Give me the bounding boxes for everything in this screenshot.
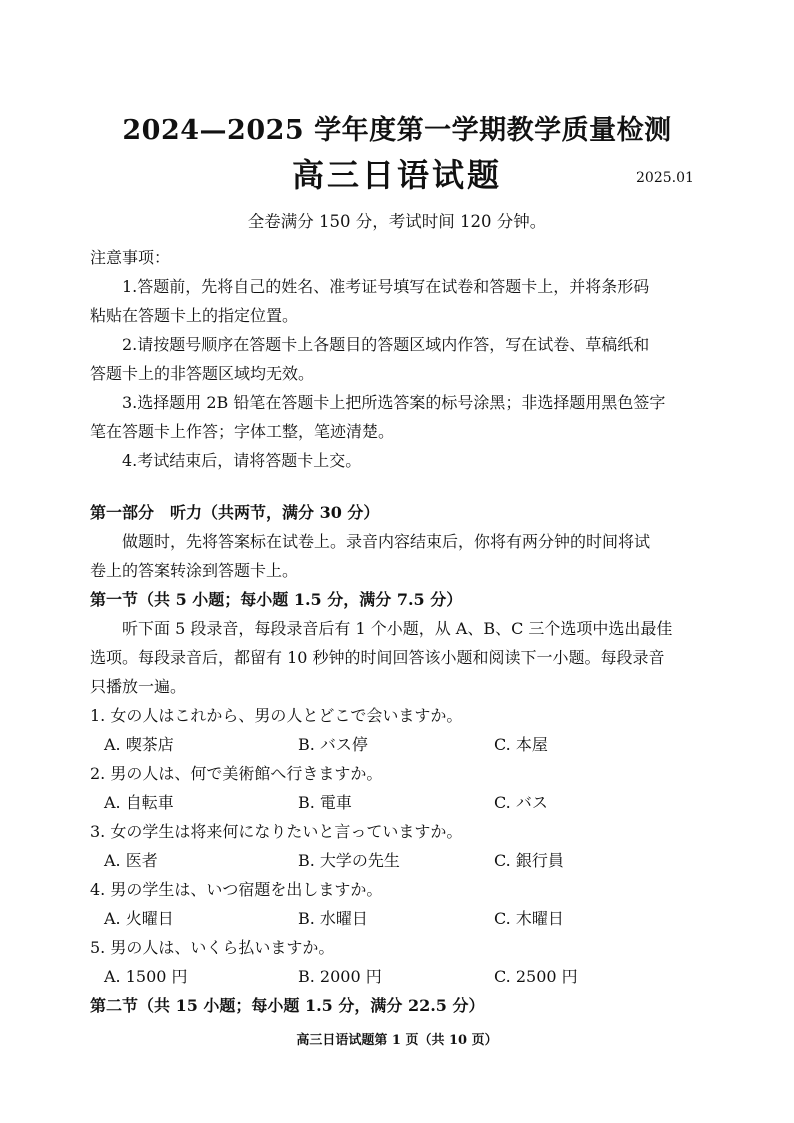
exam-date: 2025.01	[636, 170, 694, 186]
question-3-option-c: C. 銀行員	[494, 851, 564, 870]
question-5-option-a: A. 1500 円	[104, 967, 188, 986]
section1-intro-line-1: 听下面 5 段录音，每段录音后有 1 个小题，从 A、B、C 三个选项中选出最佳	[122, 619, 673, 638]
question-2-option-a: A. 自転車	[104, 793, 174, 812]
note-1-line-1: 1.答题前，先将自己的姓名、准考证号填写在试卷和答题卡上，并将条形码	[122, 277, 650, 296]
question-1-option-c: C. 本屋	[494, 735, 548, 754]
section1-intro-line-2: 选项。每段录音后，都留有 10 秒钟的时间回答该小题和阅读下一小题。每段录音	[90, 648, 665, 667]
note-3-line-2: 笔在答题卡上作答；字体工整，笔迹清楚。	[90, 422, 395, 441]
question-4-options	[90, 904, 700, 933]
question-3-option-a: A. 医者	[104, 851, 158, 870]
question-4: 4. 男の学生は、いつ宿題を出しますか。	[90, 880, 383, 899]
section1-intro-line-3: 只播放一遍。	[90, 677, 187, 696]
question-3-options	[90, 846, 700, 875]
question-1-option-a: A. 喫茶店	[104, 735, 174, 754]
question-5-option-b: B. 2000 円	[298, 967, 382, 986]
part1-section	[90, 498, 700, 1020]
section2-heading: 第二节（共 15 小题；每小题 1.5 分，满分 22.5 分）	[90, 996, 485, 1015]
exam-score-time: 全卷满分 150 分，考试时间 120 分钟。	[247, 212, 547, 231]
note-2-line-2: 答题卡上的非答题区域均无效。	[90, 364, 315, 383]
page-footer: 高三日语试题第 1 页（共 10 页）	[296, 1033, 498, 1048]
question-5-options	[90, 962, 700, 991]
question-5-option-c: C. 2500 円	[494, 967, 578, 986]
question-5: 5. 男の人は、いくら払いますか。	[90, 938, 335, 957]
question-2-option-c: C. バス	[494, 793, 548, 812]
question-3: 3. 女の学生は将来何になりたいと言っていますか。	[90, 822, 463, 841]
notes-section	[90, 243, 700, 475]
question-2-option-b: B. 電車	[298, 793, 352, 812]
part1-intro-line-1: 做题时，先将答案标在试卷上。录音内容结束后，你将有两分钟的时间将试	[122, 532, 651, 551]
question-4-option-c: C. 木曜日	[494, 909, 564, 928]
question-2: 2. 男の人は、何で美術館へ行きますか。	[90, 764, 383, 783]
exam-title: 2024—2025 学年度第一学期教学质量检测	[122, 115, 672, 146]
note-2-line-1: 2.请按题号顺序在答题卡上各题目的答题区域内作答，写在试卷、草稿纸和	[122, 335, 650, 354]
question-1-option-b: B. バス停	[298, 735, 368, 754]
notes-heading: 注意事项：	[90, 248, 171, 267]
part1-heading: 第一部分 听力（共两节，满分 30 分）	[90, 503, 380, 522]
note-3-line-1: 3.选择题用 2B 铅笔在答题卡上把所选答案的标号涂黑；非选择题用黑色签字	[122, 393, 666, 412]
question-4-option-a: A. 火曜日	[104, 909, 174, 928]
part1-intro-line-2: 卷上的答案转涂到答题卡上。	[90, 561, 299, 580]
exam-subject-title: 高三日语试题	[291, 156, 502, 194]
question-1-options	[90, 730, 700, 759]
question-2-options	[90, 788, 700, 817]
question-1: 1. 女の人はこれから、男の人とどこで会いますか。	[90, 706, 463, 725]
question-3-option-b: B. 大学の先生	[298, 851, 400, 870]
section1-heading: 第一节（共 5 小题；每小题 1.5 分，满分 7.5 分）	[90, 590, 463, 609]
question-4-option-b: B. 水曜日	[298, 909, 368, 928]
note-4-line-1: 4.考试结束后，请将答题卡上交。	[122, 451, 362, 470]
note-1-line-2: 粘贴在答题卡上的指定位置。	[90, 306, 299, 325]
